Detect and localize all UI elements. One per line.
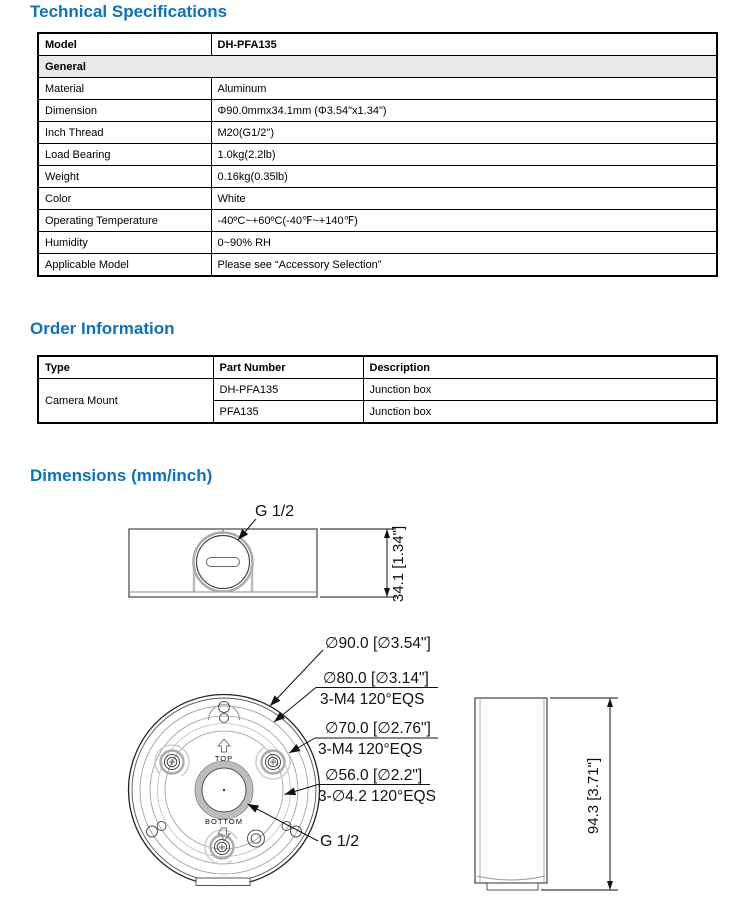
spec-row-color xyxy=(38,188,717,210)
spec-label: Weight xyxy=(38,166,211,188)
center-mark xyxy=(223,789,225,791)
spec-value: 0.16kg(0.35lb) xyxy=(211,166,717,188)
top-view-drawing xyxy=(129,503,407,602)
dia-80-label: ∅80.0 [∅3.14"] xyxy=(323,670,429,687)
thread-size-label: G 1/2 xyxy=(255,503,295,520)
spec-value: Φ90.0mmx34.1mm (Φ3.54"x1.34") xyxy=(211,100,717,122)
top-marker-label: TOP xyxy=(214,754,234,763)
spec-value: M20(G1/2") xyxy=(211,122,717,144)
leader-arrow xyxy=(270,650,323,706)
spec-label: Material xyxy=(38,78,211,100)
order-header-part: Part Number xyxy=(213,356,363,379)
spec-label: Humidity xyxy=(38,232,211,254)
order-info-heading: Order Information xyxy=(30,319,175,338)
top-direction-arrow-icon xyxy=(218,739,230,752)
spec-value: 1.0kg(2.2lb) xyxy=(211,144,717,166)
bottom-marker-label: BOTTOM xyxy=(205,817,243,826)
thread-hole-outer xyxy=(194,533,253,592)
dim-arrow-icon xyxy=(607,881,613,890)
spec-row-load-bearing xyxy=(38,144,717,166)
order-header-type: Type xyxy=(38,356,213,379)
spec-value: -40ºC~+60ºC(-40℉~+140℉) xyxy=(211,210,717,232)
order-desc-cell: Junction box xyxy=(363,379,717,401)
spec-value: Aluminum xyxy=(211,78,717,100)
order-type-cell: Camera Mount xyxy=(38,379,213,424)
dia-70-note: 3-M4 120°EQS xyxy=(318,741,423,758)
order-row xyxy=(38,379,717,401)
body-outline xyxy=(129,529,317,597)
spec-general-header: General xyxy=(38,56,717,78)
dim-arrow-icon xyxy=(607,698,613,707)
m4-hole xyxy=(147,826,158,837)
bottom-curve xyxy=(477,876,545,880)
spec-row-dimension xyxy=(38,100,717,122)
spec-section-general xyxy=(38,56,717,78)
thread-hole-inner xyxy=(197,536,250,589)
dia-56-note: 3-∅4.2 120°EQS xyxy=(318,788,436,805)
spec-value: White xyxy=(211,188,717,210)
screw-slot xyxy=(207,558,240,567)
dimension-drawings xyxy=(0,495,740,918)
height-dimension-label: 34.1 [1.34"] xyxy=(390,525,407,603)
spec-label: Dimension xyxy=(38,100,211,122)
order-info-table xyxy=(37,355,718,424)
bottom-view-drawing xyxy=(129,635,439,886)
tech-specs-heading: Technical Specifications xyxy=(30,2,228,21)
dia-90-label: ∅90.0 [∅3.54"] xyxy=(325,635,431,652)
spec-value: Please see “Accessory Selection” xyxy=(211,254,717,277)
spec-label: Inch Thread xyxy=(38,122,211,144)
order-header-desc: Description xyxy=(363,356,717,379)
dimensions-heading: Dimensions (mm/inch) xyxy=(30,466,213,485)
tech-specs-table xyxy=(37,32,718,277)
dia-70-label: ∅70.0 [∅2.76"] xyxy=(325,720,431,737)
spec-label: Applicable Model xyxy=(38,254,211,277)
spec-label: Operating Temperature xyxy=(38,210,211,232)
spec-value: 0~90% RH xyxy=(211,232,717,254)
spec-row-weight xyxy=(38,166,717,188)
spec-row-applicable-model xyxy=(38,254,717,277)
side-view-drawing xyxy=(475,698,618,890)
dia-56-label: ∅56.0 [∅2.2"] xyxy=(325,767,423,784)
order-part-cell: DH-PFA135 xyxy=(213,379,363,401)
spec-row-model xyxy=(38,33,717,56)
spec-row-inch-thread xyxy=(38,122,717,144)
grommet-hole xyxy=(248,830,265,847)
m4-hole xyxy=(219,702,230,713)
spec-label-model: Model xyxy=(38,33,211,56)
dia-80-note: 3-M4 120°EQS xyxy=(320,691,425,708)
spec-label: Load Bearing xyxy=(38,144,211,166)
screw-upper-left xyxy=(148,738,196,786)
m4-hole xyxy=(220,714,229,723)
spec-label: Color xyxy=(38,188,211,210)
base-pedestal xyxy=(487,883,538,890)
order-header-row xyxy=(38,356,717,379)
cable-entry-tab xyxy=(196,878,250,886)
spec-row-operating-temperature xyxy=(38,210,717,232)
grommet-hole-inner xyxy=(251,834,261,844)
thread-size-label: G 1/2 xyxy=(320,833,360,850)
order-desc-cell: Junction box xyxy=(363,401,717,424)
spec-value-model: DH-PFA135 xyxy=(211,33,717,56)
body-outline xyxy=(475,698,547,883)
order-part-cell: PFA135 xyxy=(213,401,363,424)
height-dimension-label: 94.3 [3.71"] xyxy=(585,757,602,835)
spec-row-material xyxy=(38,78,717,100)
spec-row-humidity xyxy=(38,232,717,254)
